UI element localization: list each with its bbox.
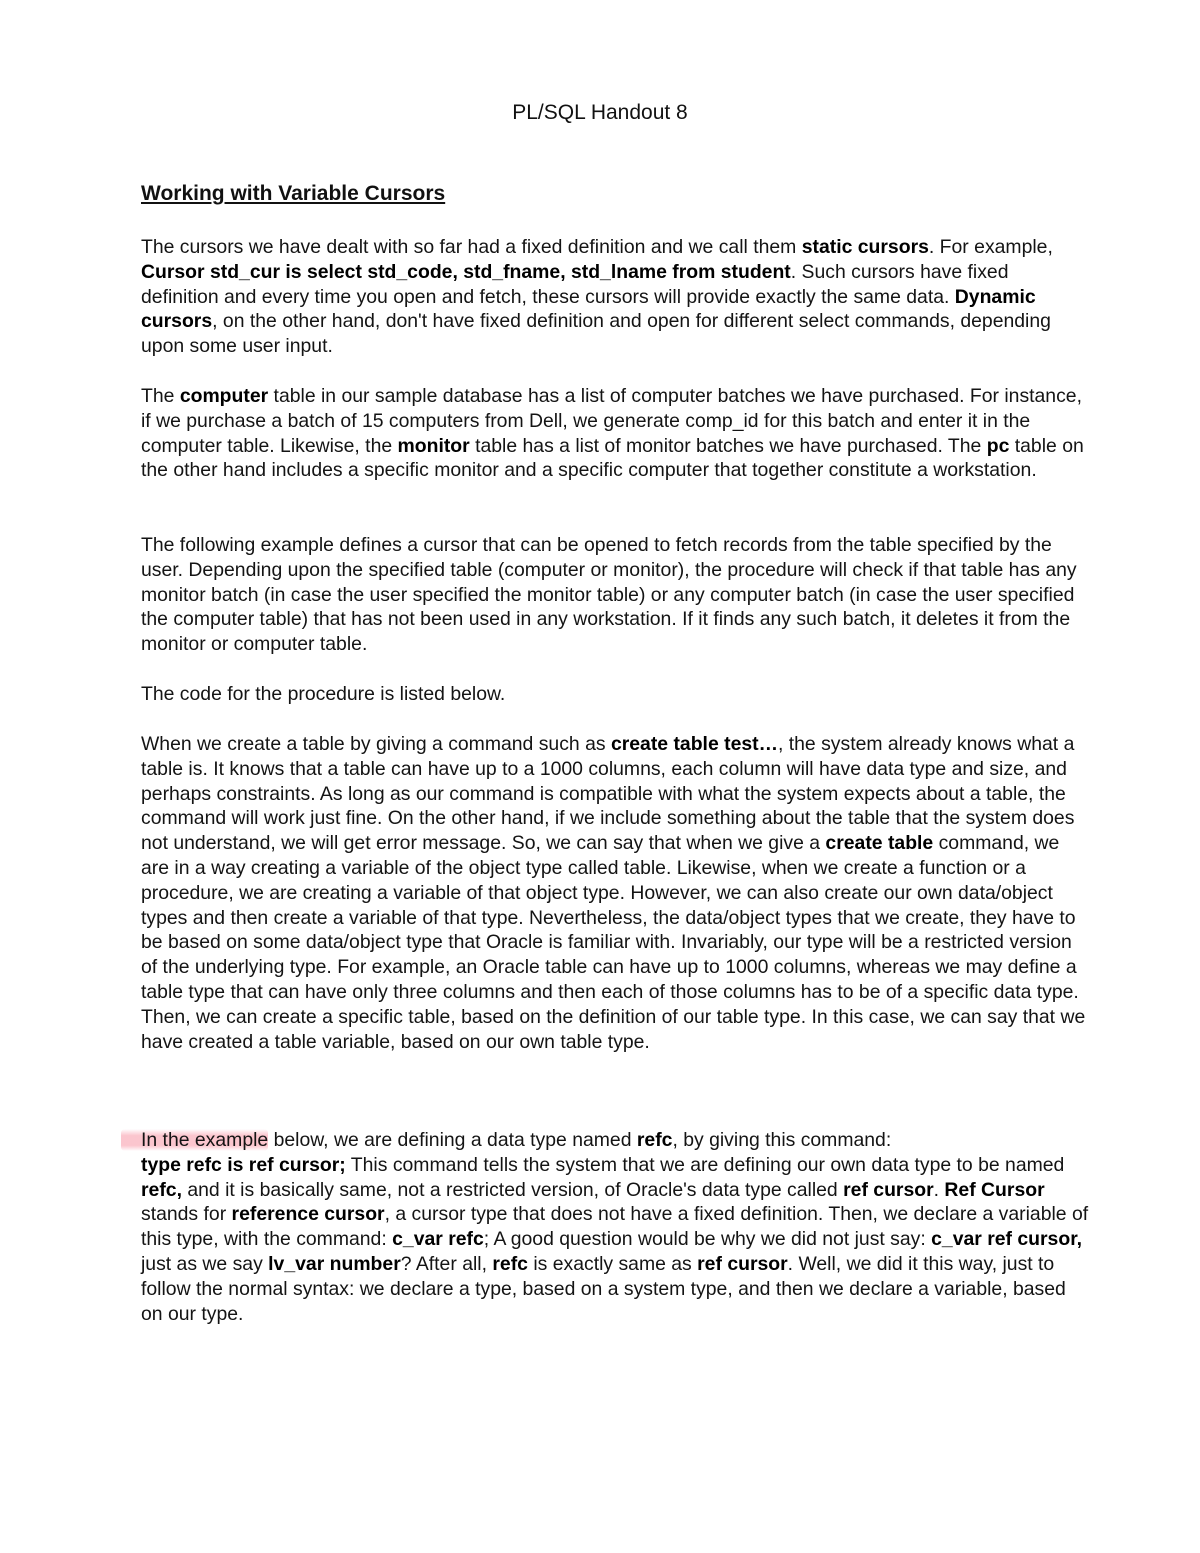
bold-term: create table test…: [610, 733, 778, 755]
bold-term: type refc is ref cursor;: [141, 1153, 346, 1176]
text-run: is exactly same as: [527, 1252, 698, 1275]
text-run: .: [933, 1178, 945, 1201]
bold-term: lv_var number: [268, 1252, 401, 1275]
text-run: table has a list of monitor batches we have purchased. The: [469, 434, 987, 457]
bold-term: refc,: [141, 1178, 182, 1201]
text-run: The cursors we have dealt with so far had a fixed definition and we call them: [141, 236, 802, 258]
bold-term: refc: [636, 1129, 673, 1151]
bold-term: monitor: [397, 434, 470, 457]
paragraph-code-intro: The code for the procedure is listed below.: [141, 683, 506, 705]
text-run: . Well, we did it this way, just to follow the normal syntax: we declare a type, based on a system type, and then we declare a variable, based on our type.: [141, 1252, 1066, 1325]
paragraph-create-table: [141, 732, 1091, 1054]
section-heading: Working with Variable Cursors: [141, 182, 446, 205]
text-run: ? After all,: [400, 1252, 493, 1275]
text-run: When we create a table by giving a command such as: [141, 733, 611, 755]
bold-term: static cursors: [801, 236, 929, 258]
bold-term: refc: [492, 1252, 528, 1275]
text-run: , a cursor type that does not have a fixed definition. Then, we declare a variable of this type, with the command:: [141, 1203, 1089, 1251]
bold-term: computer: [179, 385, 269, 407]
paragraph-ref-cursor: [141, 1128, 1091, 1326]
text-run: , by giving this command:: [672, 1129, 892, 1151]
bold-term: c_var ref cursor,: [931, 1228, 1083, 1251]
document-title: PL/SQL Handout 8: [512, 101, 688, 124]
highlighted-text: In the example: [121, 1129, 268, 1151]
text-run: , on the other hand, don't have fixed definition and open for different select commands, depending upon some user input.: [141, 310, 1051, 358]
bold-term: pc: [986, 434, 1010, 457]
bold-term: Ref Cursor: [944, 1178, 1045, 1201]
text-run: and it is basically same, not a restricted version, of Oracle's data type called: [181, 1178, 844, 1201]
text-run: table on the other hand includes a specific monitor and a specific computer that together constitute a workstation.: [141, 434, 1084, 482]
bold-term: ref cursor: [697, 1252, 788, 1275]
paragraph-example-description: The following example defines a cursor that can be opened to fetch records from the table specified by the user. Depending upon the specified table (computer or monitor), the procedure will check if that table has any monitor batch (in case the user specified the monitor table) or any computer batch (in case the user specified the computer table) that has not been used in any workstation. If it finds any such batch, it deletes it from the monitor or computer table.: [141, 534, 1077, 656]
bold-term: Dynamic cursors: [141, 285, 1036, 333]
paragraph-computer-table: [141, 384, 1091, 483]
text-run: below, we are defining a data type named: [268, 1129, 637, 1151]
text-run: stands for: [141, 1203, 232, 1226]
text-run: . For example,: [928, 236, 1053, 258]
bold-term: Cursor std_cur is select std_code, std_fname, std_lname from student: [141, 260, 791, 283]
bold-term: reference cursor: [231, 1203, 385, 1226]
bold-term: create table: [825, 832, 934, 855]
text-run: , the system already knows what a table is. It knows that a table can have up to a 1000 columns, each column will have data type and size, and perhaps constraints. As long as our command is compatible with what the system expects about a table, the command will work just fine. On the other hand, if we include something about the table that the system does not understand, we will get error message. So, we can say that when we give a: [141, 733, 1075, 855]
text-run: ; A good question would be why we did not just say:: [483, 1228, 932, 1251]
text-run: command, we are in a way creating a variable of the object type called table. Likewise, when we create a function or a procedure, we are creating a variable of that object type. However, we can also create our own data/object types and then create a variable of that type. Nevertheless, the data/object types that we create, they have to be based on some data/object type that Oracle is familiar with. Invariably, our type will be a restricted version of the underlying type. For example, an Oracle table can have up to 1000 columns, whereas we may define a table type that can have only three columns and then each of those columns has to be of a specific data type. Then, we can create a specific table, based on the definition of our table type. In this case, we can say that we have created a table variable, based on our own table type.: [141, 832, 1086, 1053]
paragraph-static-cursors: [141, 235, 1091, 359]
text-run: The: [141, 385, 180, 407]
text-run: . Such cursors have fixed definition and every time you open and fetch, these cursors will provide exactly the same data.: [141, 260, 1009, 308]
bold-term: ref cursor: [843, 1178, 934, 1201]
text-run: just as we say: [141, 1252, 269, 1275]
text-run: table in our sample database has a list of computer batches we have purchased. For instance, if we purchase a batch of 15 computers from Dell, we generate comp_id for this batch and enter it in the computer table. Likewise, the: [141, 385, 1082, 457]
text-run: This command tells the system that we are defining our own data type to be named: [345, 1153, 1065, 1176]
bold-term: c_var refc: [392, 1228, 484, 1251]
